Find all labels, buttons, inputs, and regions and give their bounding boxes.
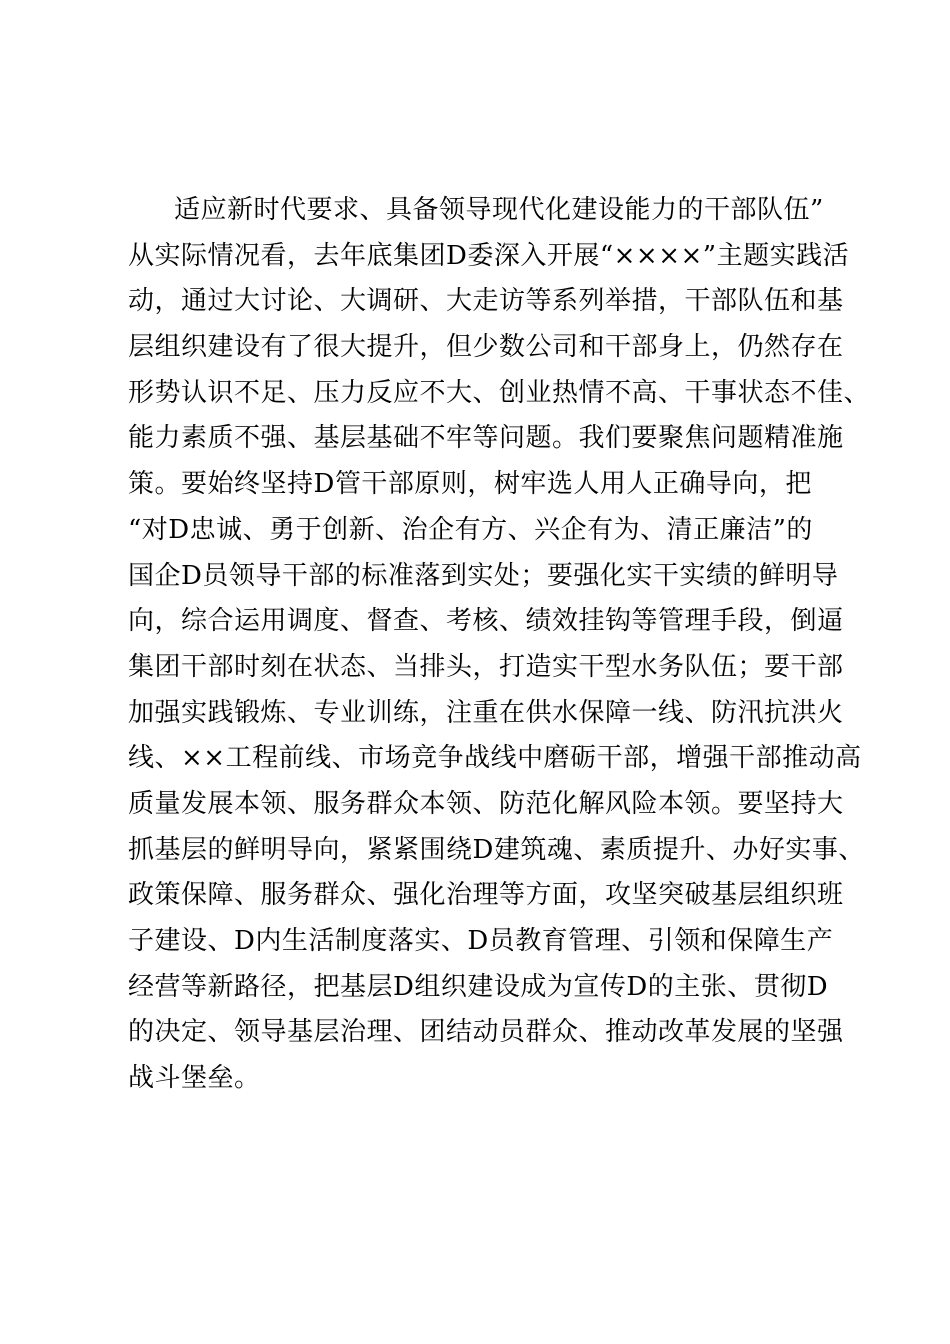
text-line: 质量发展本领、服务群众本领、防范化解风险本领。要坚持大 xyxy=(128,788,844,819)
text-line: 策。要始终坚持D管干部原则，树牢选人用人正确导向，把 xyxy=(128,469,812,500)
text-line: 线、××工程前线、市场竞争战线中磨砺干部，增强干部推动高 xyxy=(128,743,862,774)
text-line: 从实际情况看，去年底集团D委深入开展“××××”主题实践活 xyxy=(128,240,850,271)
text-line: 国企D员领导干部的标准落到实处；要强化实干实绩的鲜明导 xyxy=(128,560,839,591)
text-line: 层组织建设有了很大提升，但少数公司和干部身上，仍然存在 xyxy=(128,332,844,363)
text-line: 抓基层的鲜明导向，紧紧围绕D建筑魂、素质提升、办好实事、 xyxy=(128,834,865,865)
text-line: 动，通过大讨论、大调研、大走访等系列举措，干部队伍和基 xyxy=(128,286,844,317)
body-text xyxy=(128,188,871,1102)
text-line: 战斗堡垒。 xyxy=(128,1063,261,1094)
text-line: 形势认识不足、压力反应不大、创业热情不高、干事状态不佳、 xyxy=(128,377,871,408)
text-line: 集团干部时刻在状态、当排头，打造实干型水务队伍；要干部 xyxy=(128,651,844,682)
text-line: “对D忠诚、勇于创新、治企有方、兴企有为、清正廉洁”的 xyxy=(128,514,813,545)
text-line: 子建设、D内生活制度落实、D员教育管理、引领和保障生产 xyxy=(128,926,834,956)
text-line: 政策保障、服务群众、强化治理等方面，攻坚突破基层组织班 xyxy=(128,880,844,911)
text-line: 向，综合运用调度、督查、考核、绩效挂钩等管理手段，倒逼 xyxy=(128,606,844,637)
text-line: 能力素质不强、基层基础不牢等问题。我们要聚焦问题精准施 xyxy=(128,423,844,454)
text-line: 经营等新路径，把基层D组织建设成为宣传D的主张、贯彻D xyxy=(128,971,829,1002)
text-line: 的决定、领导基层治理、团结动员群众、推动改革发展的坚强 xyxy=(128,1017,844,1048)
text-line: 适应新时代要求、具备领导现代化建设能力的干部队伍” xyxy=(174,195,824,225)
text-line: 加强实践锻炼、专业训练，注重在供水保障一线、防汛抗洪火 xyxy=(128,697,844,728)
